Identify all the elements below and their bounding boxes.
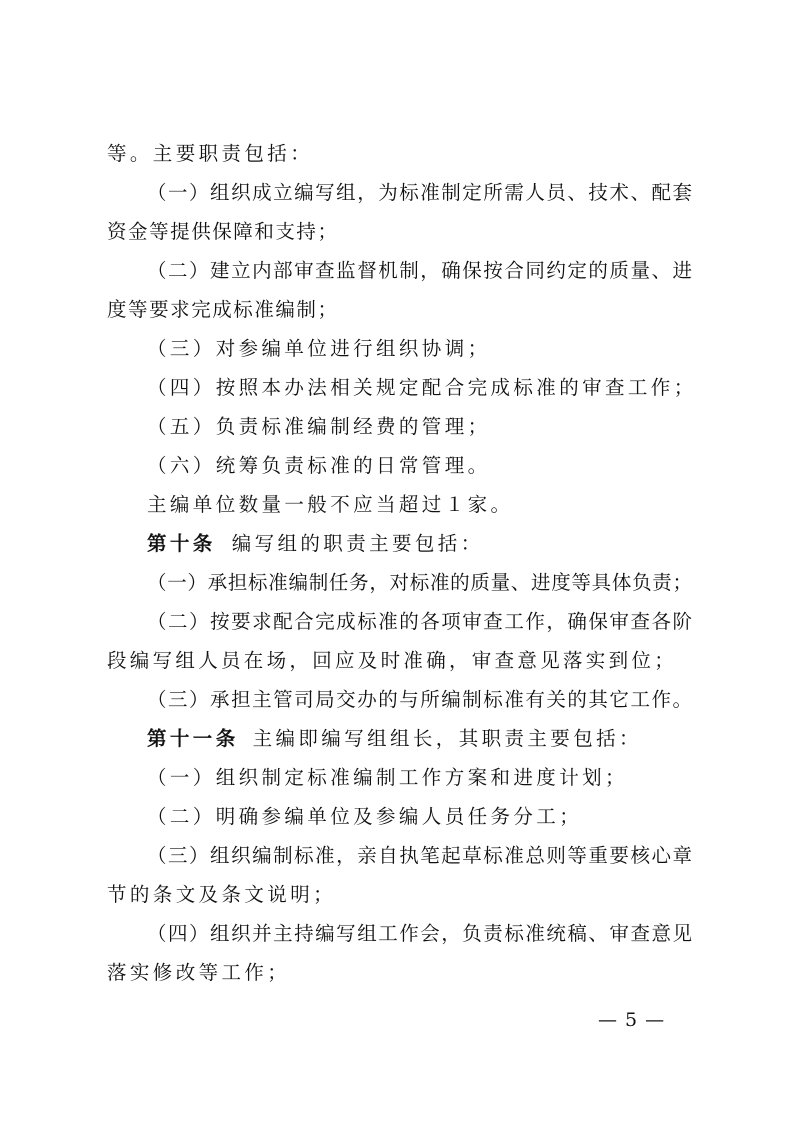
article-10-line <box>147 531 692 557</box>
article-label: 第十条 <box>147 532 216 555</box>
text-line: （二）明确参编单位及参编人员任务分工； <box>147 805 583 828</box>
text-line: （六）统筹负责标准的日常管理。 <box>147 454 491 477</box>
article-text: 主编即编写组组长，其职责主要包括： <box>252 727 642 750</box>
article-11-line <box>147 726 692 752</box>
text-line: （四）组织并主持编写组工作会，负责标准统稿、审查意见 <box>147 922 692 945</box>
text-line: （三）对参编单位进行组织协调； <box>147 337 491 360</box>
article-text: 编写组的职责主要包括： <box>231 532 484 555</box>
text-line: 落实修改等工作； <box>107 961 291 984</box>
text-line: （五）负责标准编制经费的管理； <box>147 415 491 438</box>
text-line: （三）承担主管司局交办的与所编制标准有关的其它工作。 <box>147 688 692 711</box>
text-line: 节的条文及条文说明； <box>107 883 337 906</box>
page-number: — 5 — <box>598 1009 666 1031</box>
text-line: 度等要求完成标准编制； <box>107 298 337 321</box>
text-line: 主编单位数量一般不应当超过１家。 <box>147 493 514 516</box>
text-line: （四）按照本办法相关规定配合完成标准的审查工作； <box>147 376 697 399</box>
text-line: 等。主要职责包括： <box>107 142 314 165</box>
text-line: （一）组织成立编写组，为标准制定所需人员、技术、配套 <box>147 181 692 204</box>
text-line: （二）按要求配合完成标准的各项审查工作，确保审查各阶 <box>147 610 692 633</box>
text-line: 段编写组人员在场，回应及时准确，审查意见落实到位； <box>107 649 678 672</box>
text-line: 资金等提供保障和支持； <box>107 220 337 243</box>
article-label: 第十一条 <box>147 727 239 750</box>
text-line: （二）建立内部审查监督机制，确保按合同约定的质量、进 <box>147 259 692 282</box>
text-line: （三）组织编制标准，亲自执笔起草标准总则等重要核心章 <box>147 844 692 867</box>
text-line: （一）承担标准编制任务，对标准的质量、进度等具体负责； <box>147 571 692 594</box>
text-line: （一）组织制定标准编制工作方案和进度计划； <box>147 766 628 789</box>
